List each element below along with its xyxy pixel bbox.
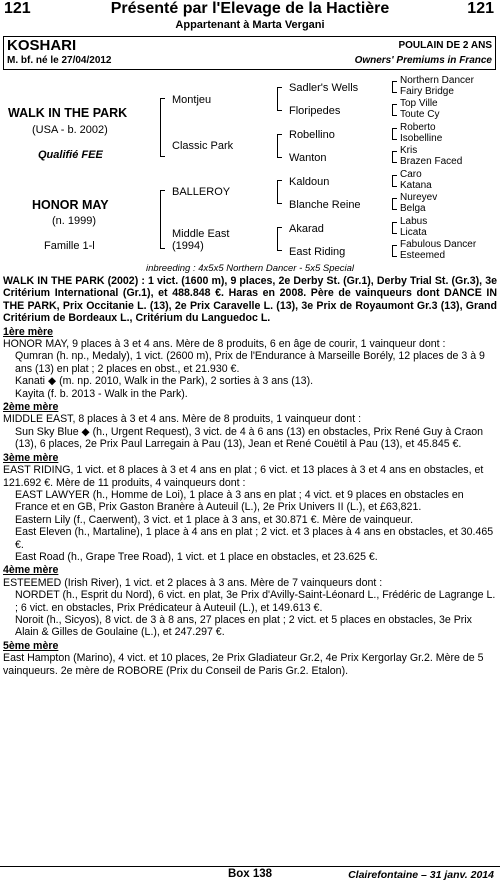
produce-entry: East Eleven (h., Martaline), 1 place à 4 ans en plat ; 2 vict. et 3 places à 4 ans en obstacles, et 30.465 €. [15, 526, 494, 551]
pedigree-g2: Sadler's Wells [289, 82, 359, 94]
pedigree-g2: Blanche Reine [289, 199, 361, 211]
pedigree-g3: Brazen Faced [400, 156, 463, 167]
section-heading: 4ème mère [3, 564, 59, 577]
pedigree-g3: Roberto [400, 122, 436, 133]
pedigree-g3: Fabulous Dancer [400, 239, 477, 250]
inbreeding-note: inbreeding : 4x5x5 Northern Dancer - 5x5 Special [145, 263, 355, 274]
pedigree-g3: Fairy Bridge [400, 86, 454, 97]
pedigree-g3: Nureyev [400, 192, 438, 203]
pedigree-g3: Top Ville [400, 98, 438, 109]
bracket [160, 98, 165, 157]
lot-number-right: 121 [467, 0, 494, 17]
lot-number-left: 121 [4, 0, 31, 17]
section-heading: 1ère mère [3, 325, 54, 338]
pedigree-g3: Licata [400, 227, 427, 238]
sire-name: WALK IN THE PARK [8, 106, 128, 120]
owners-premiums: Owners' Premiums in France [354, 55, 492, 66]
pedigree-g1: Montjeu [172, 94, 212, 106]
horse-birth: M. bf. né le 27/04/2012 [7, 55, 112, 66]
sale-date: Clairefontaine – 31 janv. 2014 [348, 869, 494, 881]
pedigree-g1: Classic Park [172, 140, 234, 152]
dam-record: ESTEEMED (Irish River), 1 vict. et 2 places à 3 ans. Mère de 7 vainqueurs dont : [3, 576, 383, 589]
produce-entry: Kanati ◆ (m. np. 2010, Walk in the Park), 2 sorties à 3 ans (13). [15, 375, 314, 388]
owner-line: Appartenant à Marta Vergani [175, 19, 325, 31]
bracket [392, 245, 397, 257]
dam-record: East Hampton (Marino), 4 vict. et 10 places, 2e Prix Gladiateur Gr.2, 4e Prix Kergorlay Gr.2. Mère de 5 vainqueurs. 2e mère de ROBORE (Prix du Conseil de Paris Gr.2. Etalon). [3, 652, 484, 677]
pedigree-g2: Wanton [289, 152, 327, 164]
pedigree-g3: Isobelline [400, 133, 443, 144]
dam-info: (n. 1999) [52, 215, 97, 227]
produce-entry: Noroit (h., Sicyos), 8 vict. de 3 à 8 ans, 27 places en plat ; 2 vict. et 5 places en obstacles, 3e Prix Alain & Gilles de Goulaine (L.), et 247.297 €. [15, 613, 472, 639]
produce-entry: Kayita (f. b. 2013 - Walk in the Park). [15, 387, 188, 400]
horse-name: KOSHARI [7, 37, 77, 54]
pedigree-g3: Caro [400, 169, 422, 180]
dam-record: MIDDLE EAST, 8 places à 3 et 4 ans. Mère de 8 produits, 1 vainqueur dont : [3, 413, 362, 426]
pedigree-table [0, 72, 500, 274]
section-heading: 5ème mère [3, 639, 59, 652]
bracket [277, 134, 282, 158]
bracket [392, 175, 397, 187]
dam-record: EAST RIDING, 1 vict. et 8 places à 3 et 4 ans en plat ; 6 vict. et 13 places à 3 et 4 ans en obstacles, et 121.692 €. Mère de 11 produits, 4 vainqueurs dont : [3, 464, 484, 489]
sire-info: (USA - b. 2002) [32, 124, 108, 136]
horse-type: POULAIN DE 2 ANS [398, 40, 492, 51]
sire-note: Qualifié FEE [38, 149, 103, 161]
sire-record: WALK IN THE PARK (2002) : 1 vict. (1600 m), 9 places, 2e Derby St. (Gr.1), Derby Trial St. (Gr.3), 3e Critérium International (Gr.1), et 488.848 €. Haras en 2008. Père de vainqueurs dont DANCE IN THE PARK, Prix Occitanie L. (13), 2e Prix Caravelle L. (13), 3e Prix de Royaumont Gr.3 (13), Grand Critérium de Bordeaux L., Critérium du Languedoc L. [3, 275, 497, 325]
pedigree-g2: East Riding [289, 246, 346, 258]
bracket [392, 104, 397, 116]
pedigree-g3: Kris [400, 145, 418, 156]
pedigree-g3: Belga [400, 203, 426, 214]
pedigree-g3: Labus [400, 216, 428, 227]
bracket [392, 222, 397, 234]
pedigree-g3: Northern Dancer [400, 75, 474, 86]
pedigree-g3: Esteemed [400, 250, 446, 261]
bracket [277, 227, 282, 251]
pedigree-g2: Robellino [289, 129, 335, 141]
dam-name: HONOR MAY [32, 198, 109, 212]
pedigree-g1: BALLEROY [172, 186, 231, 198]
bracket [277, 87, 282, 111]
dam-record: HONOR MAY, 9 places à 3 et 4 ans. Mère de 8 produits, 6 en âge de courir, 1 vainqueur dont : [3, 338, 446, 351]
pedigree-g1: Middle East [172, 228, 230, 240]
catalog-body [3, 275, 497, 677]
pedigree-g2: Akarad [289, 223, 324, 235]
pedigree-g2: Kaldoun [289, 176, 330, 188]
horse-name-box [3, 36, 496, 70]
produce-entry: Eastern Lily (f., Caerwent), 3 vict. et 1 place à 3 ans, et 30.871 €. Mère de vainqueur. [15, 513, 414, 526]
bracket [392, 128, 397, 140]
consignor-title: Présenté par l'Elevage de la Hactière [110, 0, 390, 17]
pedigree-g3: Toute Cy [400, 109, 440, 120]
bracket [392, 151, 397, 163]
produce-entry: East Road (h., Grape Tree Road), 1 vict. et 1 place en obstacles, et 23.625 €. [15, 550, 378, 563]
produce-entry: Qumran (h. np., Medaly), 1 vict. (2600 m), Prix de l'Endurance à Marseille Borély, 12 places de 3 à 9 ans (13) en plat ; 2 places en obst., et 21.930 €. [15, 350, 485, 375]
family: Famille 1-l [44, 240, 95, 252]
bracket [277, 180, 282, 204]
catalog-footer [0, 866, 500, 881]
produce-entry: NORDET (h., Esprit du Nord), 6 vict. en plat, 3e Prix d'Avilly-Saint-Léonard L., Frédéric de Lagrange L. ; 6 vict. en obstacles, Prix Prédicateur à Auteuil (L.), et 149.613 €. [15, 589, 496, 614]
bracket [392, 81, 397, 93]
pedigree-g1-year: (1994) [172, 240, 204, 252]
box-number: Box 138 [227, 868, 273, 880]
pedigree-g2: Floripedes [289, 105, 341, 117]
produce-entry: EAST LAWYER (h., Homme de Loi), 1 place à 3 ans en plat ; 4 vict. et 9 places en obstacles en France et en GB, Prix Gaston Branère à Auteuil (L.), 2e Prix Univers II (L.), et £63,821. [15, 488, 464, 514]
produce-entry: Sun Sky Blue ◆ (h., Urgent Request), 3 vict. de 4 à 6 ans (13) en obstacles, Prix René Guy à Craon (13), 6 places, 2e Prix Paul Larregain à Pau (13), Jean et René Couëtil à Pau (13), et 45.845 €. [15, 425, 484, 451]
section-heading: 2ème mère [3, 401, 59, 414]
section-heading: 3ème mère [3, 451, 59, 464]
bracket [160, 190, 165, 249]
pedigree-g3: Katana [400, 180, 432, 191]
bracket [392, 198, 397, 210]
